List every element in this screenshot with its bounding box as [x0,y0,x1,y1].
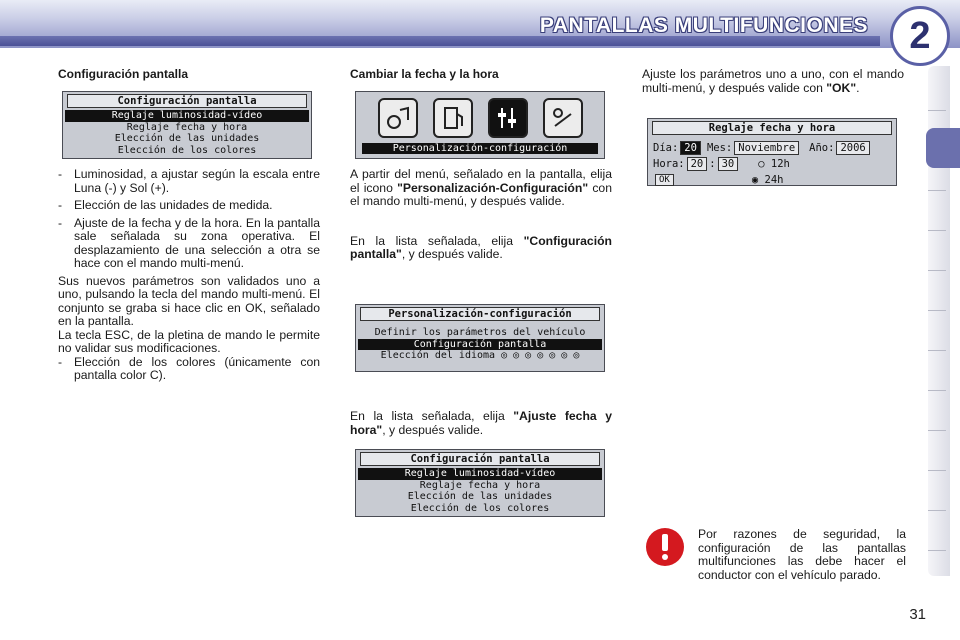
screen-label: Personalización-configuración [362,143,598,155]
tab-divider [928,510,946,511]
column-2 [350,68,612,92]
tab-divider [928,110,946,111]
screen-item: Elección de las unidades [114,133,260,144]
ok-row [653,172,891,188]
tab-divider [928,550,946,551]
paragraph: La tecla ESC, de la pletina de mando le permite no validar sus modificaciones. [58,327,320,355]
tab-divider [928,470,946,471]
column-1-body [58,168,320,387]
column-2-body-lower [350,410,612,437]
active-chapter-tab [926,128,960,168]
section-title-fecha: Cambiar la fecha y la hora [350,67,499,81]
hour-field: 20 [687,157,708,171]
fuel-icon [433,98,473,138]
screen-item-selected: Configuración pantalla [358,339,602,351]
screen-item-selected: Reglaje luminosidad-vídeo [358,468,602,480]
section-title-config: Configuración pantalla [58,67,189,81]
column-1 [58,68,320,92]
time-row: Hora: 20 : 30 ○ 12h [653,158,790,170]
screen-title: Personalización-configuración [360,307,600,321]
day-field: 20 [680,141,701,155]
screen-item: Reglaje fecha y hora [419,479,541,491]
list-item: - Ajuste de la fecha y de la hora. En la pantalla sale señalada su zona operativa. El desplazamiento de una selección a otra se hace con el mando multi-menú. [58,215,320,270]
paragraph: En la lista señalada, elija "Configuración pantalla", y después valide. [350,233,612,261]
tab-divider [928,270,946,271]
year-field: 2006 [836,141,869,155]
tab-divider [928,350,946,351]
screen-item: Reglaje fecha y hora [126,121,248,133]
page-number: 31 [909,606,926,623]
list-item: - Elección de las unidades de medida. [58,198,273,212]
radio-24h: ◉ 24h [751,174,784,186]
paragraph: A partir del menú, señalado en la pantalla, elija el icono "Personalización-Configuración" con el mando multi-menú, y después valide. [350,167,612,208]
screen-title: Configuración pantalla [67,94,307,108]
audio-icon [378,98,418,138]
paragraph: Sus nuevos parámetros son validados uno a uno, pulsando la tecla del mando multi-menú. El conjunto se graba si hace clic en OK, señalado en la pantalla. [58,273,320,328]
screen-personalizacion [355,304,605,372]
page-title: PANTALLAS MULTIFUNCIONES [539,14,868,37]
tab-divider [928,190,946,191]
screen-item: Definir los parámetros del vehículo [374,327,586,338]
tab-divider [928,230,946,231]
tab-divider [928,430,946,431]
month-field: Noviembre [734,141,799,155]
column-2-body [350,168,612,262]
screen-config-pantalla-2 [355,449,605,517]
tab-divider [928,310,946,311]
minute-field: 30 [718,157,739,171]
screen-item: Elección de los colores [410,502,550,514]
warning-icon [646,528,684,566]
date-row: Día: 20 Mes: Noviembre Año: 2006 [653,140,891,156]
screen-item: Elección del idioma ◎ ◎ ◎ ◎ ◎ ◎ ◎ [380,350,580,361]
screen-fecha-hora [647,118,897,186]
navigation-icon [543,98,583,138]
radio-12h: ○ 12h [758,158,790,170]
list-item: - Luminosidad, a ajustar según la escala entre Luna (-) y Sol (+). [58,167,320,195]
screen-item-selected: Reglaje luminosidad-vídeo [65,110,309,122]
screen-item: Elección de los colores [117,144,257,156]
paragraph: En la lista señalada, elija "Ajuste fecha y hora", y después valide. [350,409,612,437]
settings-icon [488,98,528,138]
ok-button: OK [655,174,674,186]
chapter-badge: 2 [890,6,950,66]
paragraph: Ajuste los parámetros uno a uno, con el mando multi-menú, y después valide con "OK". [642,67,904,95]
column-3 [642,68,904,95]
tab-divider [928,390,946,391]
list-item: - Elección de los colores (únicamente con pantalla color C). [58,354,320,382]
warning-text: Por razones de seguridad, la configuración de las pantallas multifunciones las debe hacer el conductor con el vehículo parado. [698,527,906,582]
screen-title: Configuración pantalla [360,452,600,466]
screen-item: Elección de las unidades [407,491,553,502]
screen-title: Reglaje fecha y hora [652,121,892,135]
screen-config-pantalla [62,91,312,159]
screen-menu-icons [355,91,605,159]
